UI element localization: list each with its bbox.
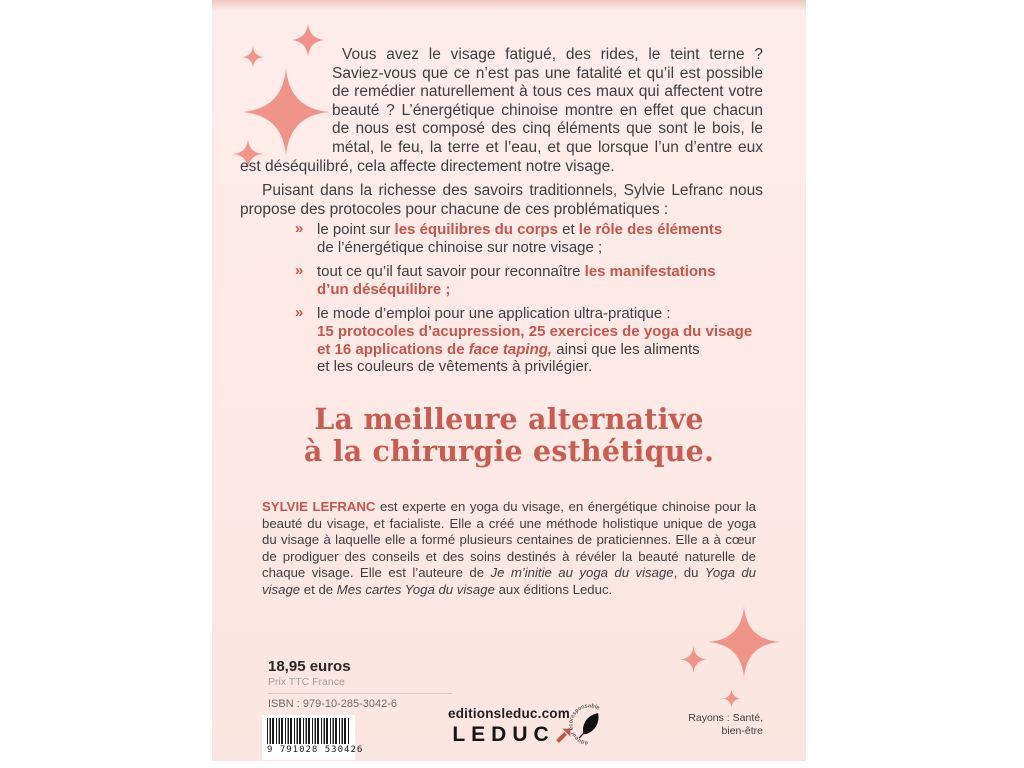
guillemet-bullet-icon: » [295, 304, 304, 322]
tagline [212, 403, 806, 467]
leaf-icon [579, 713, 598, 738]
bullet-list [295, 220, 769, 383]
barcode-digits: 9 791028 530426 [267, 745, 364, 755]
divider [268, 693, 452, 694]
bullet-item-equilibres [295, 220, 769, 256]
intro-paragraph [240, 46, 763, 176]
eco-stamp-label: éditeur écoresponsable [568, 703, 601, 746]
bio-text: est experte en yoga du visage, en énergétique chinoise pour la beauté du visage, et facialiste. Elle a créé une méthode holistique unique de yoga du visage à laquelle elle a formé plusieurs centaines de praticiennes. Elle a à cœur de prodiguer des conseils et des soins destinés à révéler la beauté naturelle de chaque visage. Elle est l’auteure de [262, 499, 756, 581]
bullet-text: de l’énergétique chinoise sur notre visage ; [317, 238, 603, 256]
bullet-highlight: 15 protocoles d’acupression, 25 exercices de yoga du visage [317, 322, 753, 340]
publisher-website: editionsleduc.com [448, 706, 570, 721]
sparkle-icon [722, 689, 741, 708]
lead-in-paragraph: Puisant dans la richesse des savoirs traditionnels, Sylvie Lefranc nous propose des protocoles pour chacune de ces problématiques : [240, 182, 763, 218]
tagline-line1: La meilleure alternative [314, 402, 704, 436]
sparkle-icon [708, 606, 780, 678]
price: 18,95 euros [268, 658, 351, 675]
tagline-line2: à la chirurgie esthétique. [303, 434, 715, 468]
bullet-highlight: les manifestations [584, 263, 716, 281]
bio-text: , du [673, 565, 705, 581]
bullet-highlight: d’un déséquilibre ; [317, 280, 451, 298]
guillemet-bullet-icon: » [295, 262, 304, 280]
barcode [262, 715, 364, 760]
eco-publisher-stamp [566, 701, 613, 748]
bio-text: et de [300, 581, 337, 597]
bullet-text: le mode d’emploi pour une application ultra-pratique : [317, 305, 671, 323]
book-back-cover [212, 0, 806, 761]
shelf-category-label [688, 712, 763, 738]
price-note: Prix TTC France [268, 676, 345, 688]
sparkle-text-wrap-spacer [240, 46, 332, 140]
isbn: ISBN : 979-10-285-3042-6 [268, 698, 398, 710]
author-bio [262, 499, 756, 599]
publisher-wordmark: LEDUC [452, 723, 555, 746]
bullet-item-manifestations [295, 262, 769, 298]
intro-text: Vous avez le visage fatigué, des rides, le teint terne ? Saviez-vous que ce n’est pas une fatalité et qu’il est possible de remédier naturellement à tous ces maux qui affectent votre beauté ? L’énergétique chinoise montre en effet que chacun de nous est composé des cinq éléments que sont le bois, le métal, le feu, la terre et l’eau, et que lorsque l’un d’entre eux est déséquilibré, cela affecte directement notre visage. [240, 46, 763, 175]
shelf-category-line2: bien-être [721, 725, 763, 737]
bullet-text: tout ce qu’il faut savoir pour reconnaître [317, 263, 585, 281]
bullet-highlight: le rôle des éléments [578, 221, 723, 238]
sparkle-icon [680, 646, 707, 673]
guillemet-bullet-icon: » [295, 220, 304, 237]
bullet-highlight-italic: face taping, [468, 340, 553, 358]
bullet-highlight: les équilibres du corps [394, 221, 558, 238]
shelf-category-line1: Rayons : Santé, [688, 712, 763, 724]
author-name: SYLVIE LEFRANC [262, 499, 376, 514]
bullet-text: ainsi que les aliments [552, 340, 700, 358]
bullet-text: le point sur [317, 221, 395, 238]
book-title: Mes cartes Yoga du visage [336, 581, 495, 597]
bullet-highlight: et 16 applications de [317, 340, 469, 358]
bullet-item-mode-emploi [295, 304, 769, 376]
bio-text: aux éditions Leduc. [494, 581, 613, 597]
book-title: Je m’initie au yoga du visage [490, 565, 674, 581]
bullet-text: et les couleurs de vêtements à privilégier. [317, 358, 593, 376]
bullet-text: et [557, 221, 579, 238]
book-title: Yoga du visage [262, 565, 757, 597]
barcode-bars-icon [267, 718, 350, 744]
